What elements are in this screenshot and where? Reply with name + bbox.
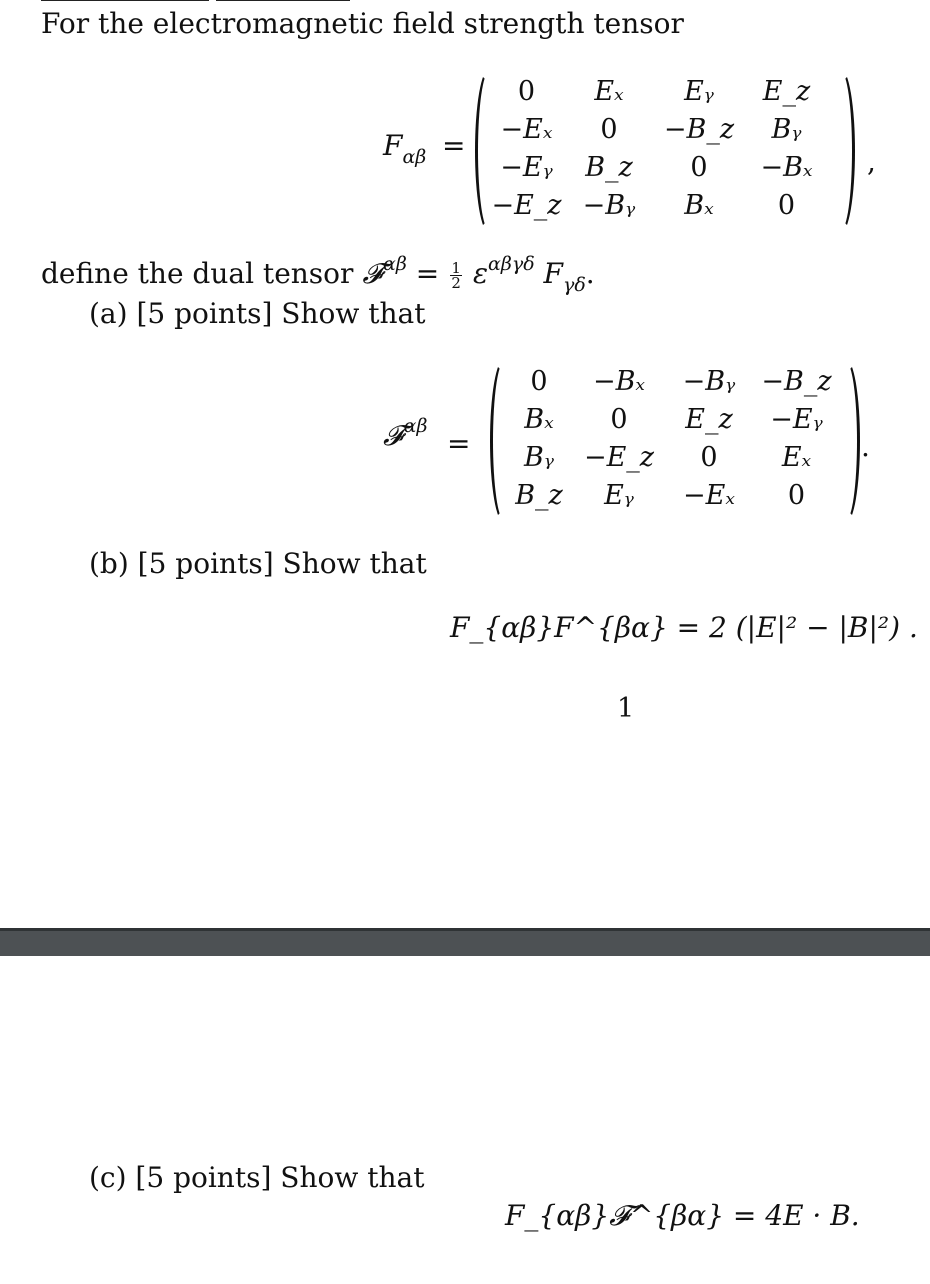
field-tensor-trailing-comma: , — [867, 145, 876, 178]
matrix-cell: −Bᵧ — [582, 189, 636, 221]
matrix-cell: Bᵧ — [771, 113, 802, 145]
intro-text: For the electromagnetic field strength tensor — [41, 7, 684, 40]
matrix-cell: Eᵧ — [604, 479, 634, 511]
part-b-label: (b) [5 points] Show that — [89, 547, 427, 580]
field-tensor-matrix — [475, 72, 855, 226]
matrix-cell: 0 — [690, 151, 708, 183]
dual-tensor-grid — [504, 362, 839, 514]
matrix-cell: −E_z — [491, 189, 562, 221]
dual-definition: define the dual tensor 𝓕$^{\alpha\beta}$ = $\frac{1}{2} \varepsilon^{\alpha\beta\gamma\delta}$ $F_{\gamma\delta}$. — [41, 253, 595, 296]
matrix-cell: −E_z — [583, 441, 655, 473]
matrix-cell: 0 — [600, 113, 618, 145]
field-tensor-grid — [489, 72, 829, 224]
matrix-cell: −B_z — [761, 365, 832, 397]
matrix-cell: Eₓ — [781, 441, 812, 473]
field-tensor-equals: = — [442, 129, 466, 162]
matrix-cell: B_z — [585, 151, 633, 183]
dual-tensor-trailing-period: . — [861, 430, 870, 463]
matrix-cell: Eₓ — [594, 75, 624, 107]
matrix-cell: Bₓ — [524, 403, 554, 435]
field-tensor-lhs: $F_{\alpha\beta}$ — [383, 129, 427, 168]
matrix-cell: Bₓ — [684, 189, 714, 221]
matrix-cell: 0 — [777, 189, 796, 221]
part-c-equation: F_{αβ}𝓕^{βα} = 4E · B. — [505, 1199, 860, 1232]
part-b-equation: F_{αβ}F^{βα} = 2 (|E|² − |B|²) . — [450, 611, 918, 644]
document-page-2 — [0, 956, 930, 1284]
dual-tensor-matrix — [490, 362, 860, 516]
matrix-cell: −Bₓ — [760, 151, 813, 183]
part-a-label: (a) [5 points] Show that — [89, 297, 426, 330]
matrix-cell: B_z — [515, 479, 563, 511]
matrix-cell: Eᵧ — [684, 75, 714, 107]
matrix-cell: Bᵧ — [523, 441, 554, 473]
matrix-cell: 0 — [610, 403, 628, 435]
matrix-cell: E_z — [762, 75, 811, 107]
top-rule-secondary — [216, 0, 350, 1]
page-separator — [0, 928, 930, 956]
matrix-cell: 0 — [530, 365, 548, 397]
right-parenthesis — [827, 69, 855, 233]
matrix-cell: −Eᵧ — [500, 151, 553, 183]
dual-tensor-equals: = — [447, 427, 471, 460]
matrix-cell: −Eₓ — [683, 479, 735, 511]
matrix-cell: −Bₓ — [592, 365, 646, 397]
matrix-cell: 0 — [787, 479, 806, 511]
part-c-label: (c) [5 points] Show that — [89, 1161, 425, 1194]
matrix-cell: 0 — [700, 441, 718, 473]
top-rule — [41, 0, 209, 1]
matrix-cell: E_z — [685, 403, 733, 435]
matrix-cell: −Eᵧ — [770, 403, 823, 435]
page-number: 1 — [617, 693, 635, 724]
matrix-cell: −B_z — [663, 113, 735, 145]
dual-tensor-lhs: 𝓕$^{\alpha\beta}$ — [383, 415, 428, 452]
matrix-cell: −Bᵧ — [682, 365, 736, 397]
matrix-cell: −Eₓ — [500, 113, 553, 145]
matrix-cell: 0 — [517, 75, 536, 107]
one-half-fraction: $\frac{1}{2}$ — [451, 259, 461, 292]
